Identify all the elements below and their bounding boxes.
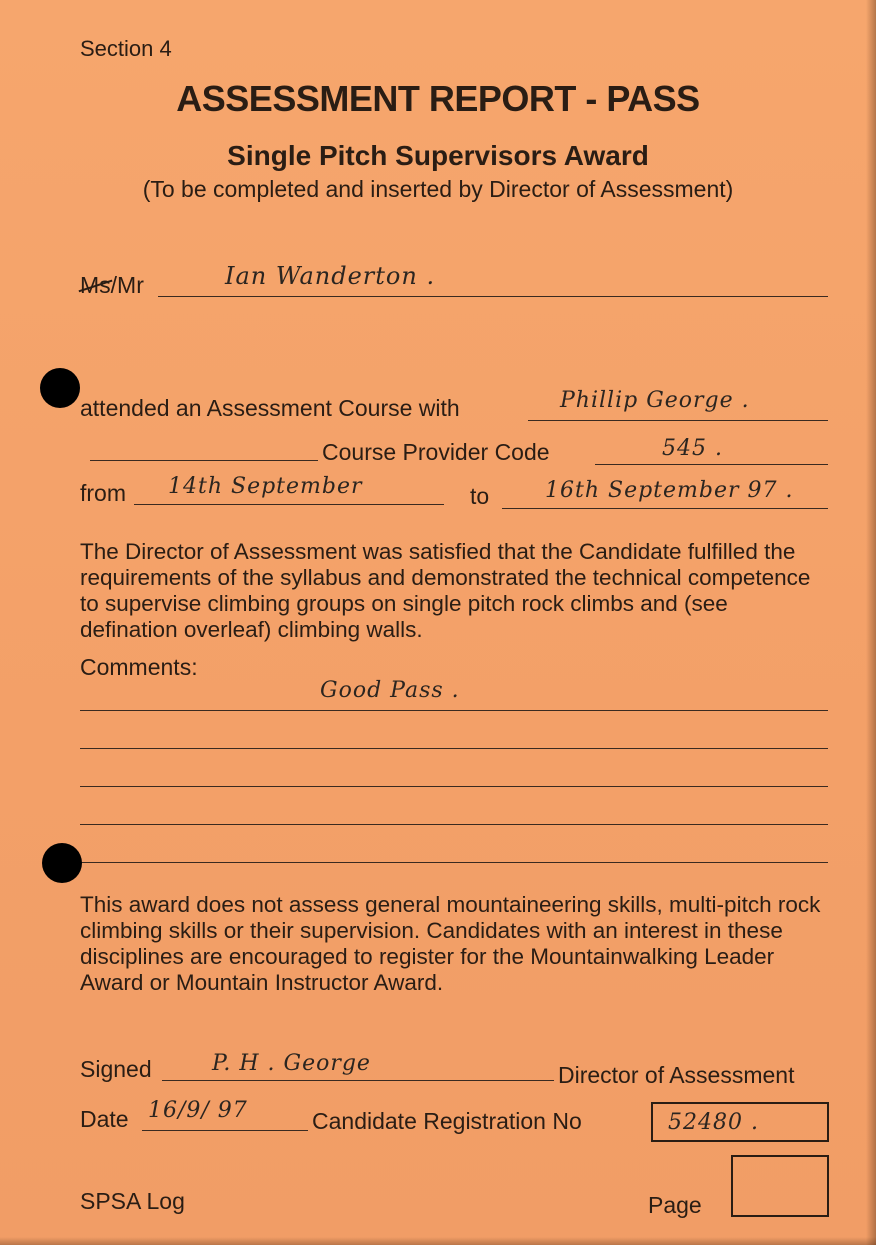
form-subtitle: Single Pitch Supervisors Award xyxy=(227,140,649,171)
to-date[interactable]: 16th September 97 . xyxy=(545,478,794,503)
registration-number[interactable]: 52480 . xyxy=(668,1110,759,1135)
prefix-mr: /Mr xyxy=(110,272,144,298)
comment-line-2 xyxy=(80,748,828,749)
date-line xyxy=(142,1130,308,1131)
director-role-label: Director of Assessment xyxy=(558,1062,795,1088)
provider-code[interactable]: 545 . xyxy=(662,436,723,461)
from-date[interactable]: 14th September xyxy=(168,474,363,499)
section-label: Section 4 xyxy=(80,36,172,61)
comments-label: Comments: xyxy=(80,654,198,680)
comment-line-4 xyxy=(80,824,828,825)
punch-hole-bottom xyxy=(42,843,82,883)
page-label: Page xyxy=(648,1192,702,1218)
registration-label: Candidate Registration No xyxy=(312,1108,582,1134)
spsa-log-label: SPSA Log xyxy=(80,1188,185,1214)
comments-text[interactable]: Good Pass . xyxy=(320,678,460,703)
punch-hole-top xyxy=(40,368,80,408)
provider-name-line xyxy=(528,420,828,421)
from-label: from xyxy=(80,480,126,506)
date-label: Date xyxy=(80,1106,129,1132)
award-disclaimer: This award does not assess general mountaineering skills, multi-pitch rock climbing skills or their supervision. Candidates with an interest in these disciplines are encouraged to register for the Mountainwalking Leader Award or Mountain Instructor Award. xyxy=(80,892,821,995)
page-bottom-shadow xyxy=(0,1237,876,1245)
candidate-name[interactable]: Ian Wanderton . xyxy=(225,262,436,290)
signed-label: Signed xyxy=(80,1056,152,1082)
comment-line-3 xyxy=(80,786,828,787)
to-label: to xyxy=(470,483,490,509)
director-signature[interactable]: P. H . George xyxy=(212,1051,371,1076)
provider-code-label: Course Provider Code xyxy=(322,439,550,465)
title-prefix xyxy=(80,272,144,299)
struck-prefix: Ms xyxy=(80,272,111,298)
signature-line xyxy=(162,1080,554,1081)
from-date-line xyxy=(134,504,444,505)
comment-line-1 xyxy=(80,710,828,711)
assessment-statement: The Director of Assessment was satisfied that the Candidate fulfilled the requirements of the syllabus and demonstrated the technical competence to supervise climbing groups on single pitch rock climbs and (see defination overleaf) climbing walls. xyxy=(80,539,811,642)
form-title: ASSESSMENT REPORT - PASS xyxy=(176,78,700,119)
page-number-box[interactable] xyxy=(731,1155,829,1217)
provider-code-line xyxy=(595,464,828,465)
provider-name[interactable]: Phillip George . xyxy=(560,388,750,413)
name-line xyxy=(158,296,828,297)
comment-line-5 xyxy=(80,862,828,863)
form-note: (To be completed and inserted by Director of Assessment) xyxy=(142,176,734,202)
to-date-line xyxy=(502,508,828,509)
provider-blank-line xyxy=(90,460,318,461)
signed-date[interactable]: 16/9/ 97 xyxy=(148,1098,248,1123)
attended-label: attended an Assessment Course with xyxy=(80,395,460,421)
